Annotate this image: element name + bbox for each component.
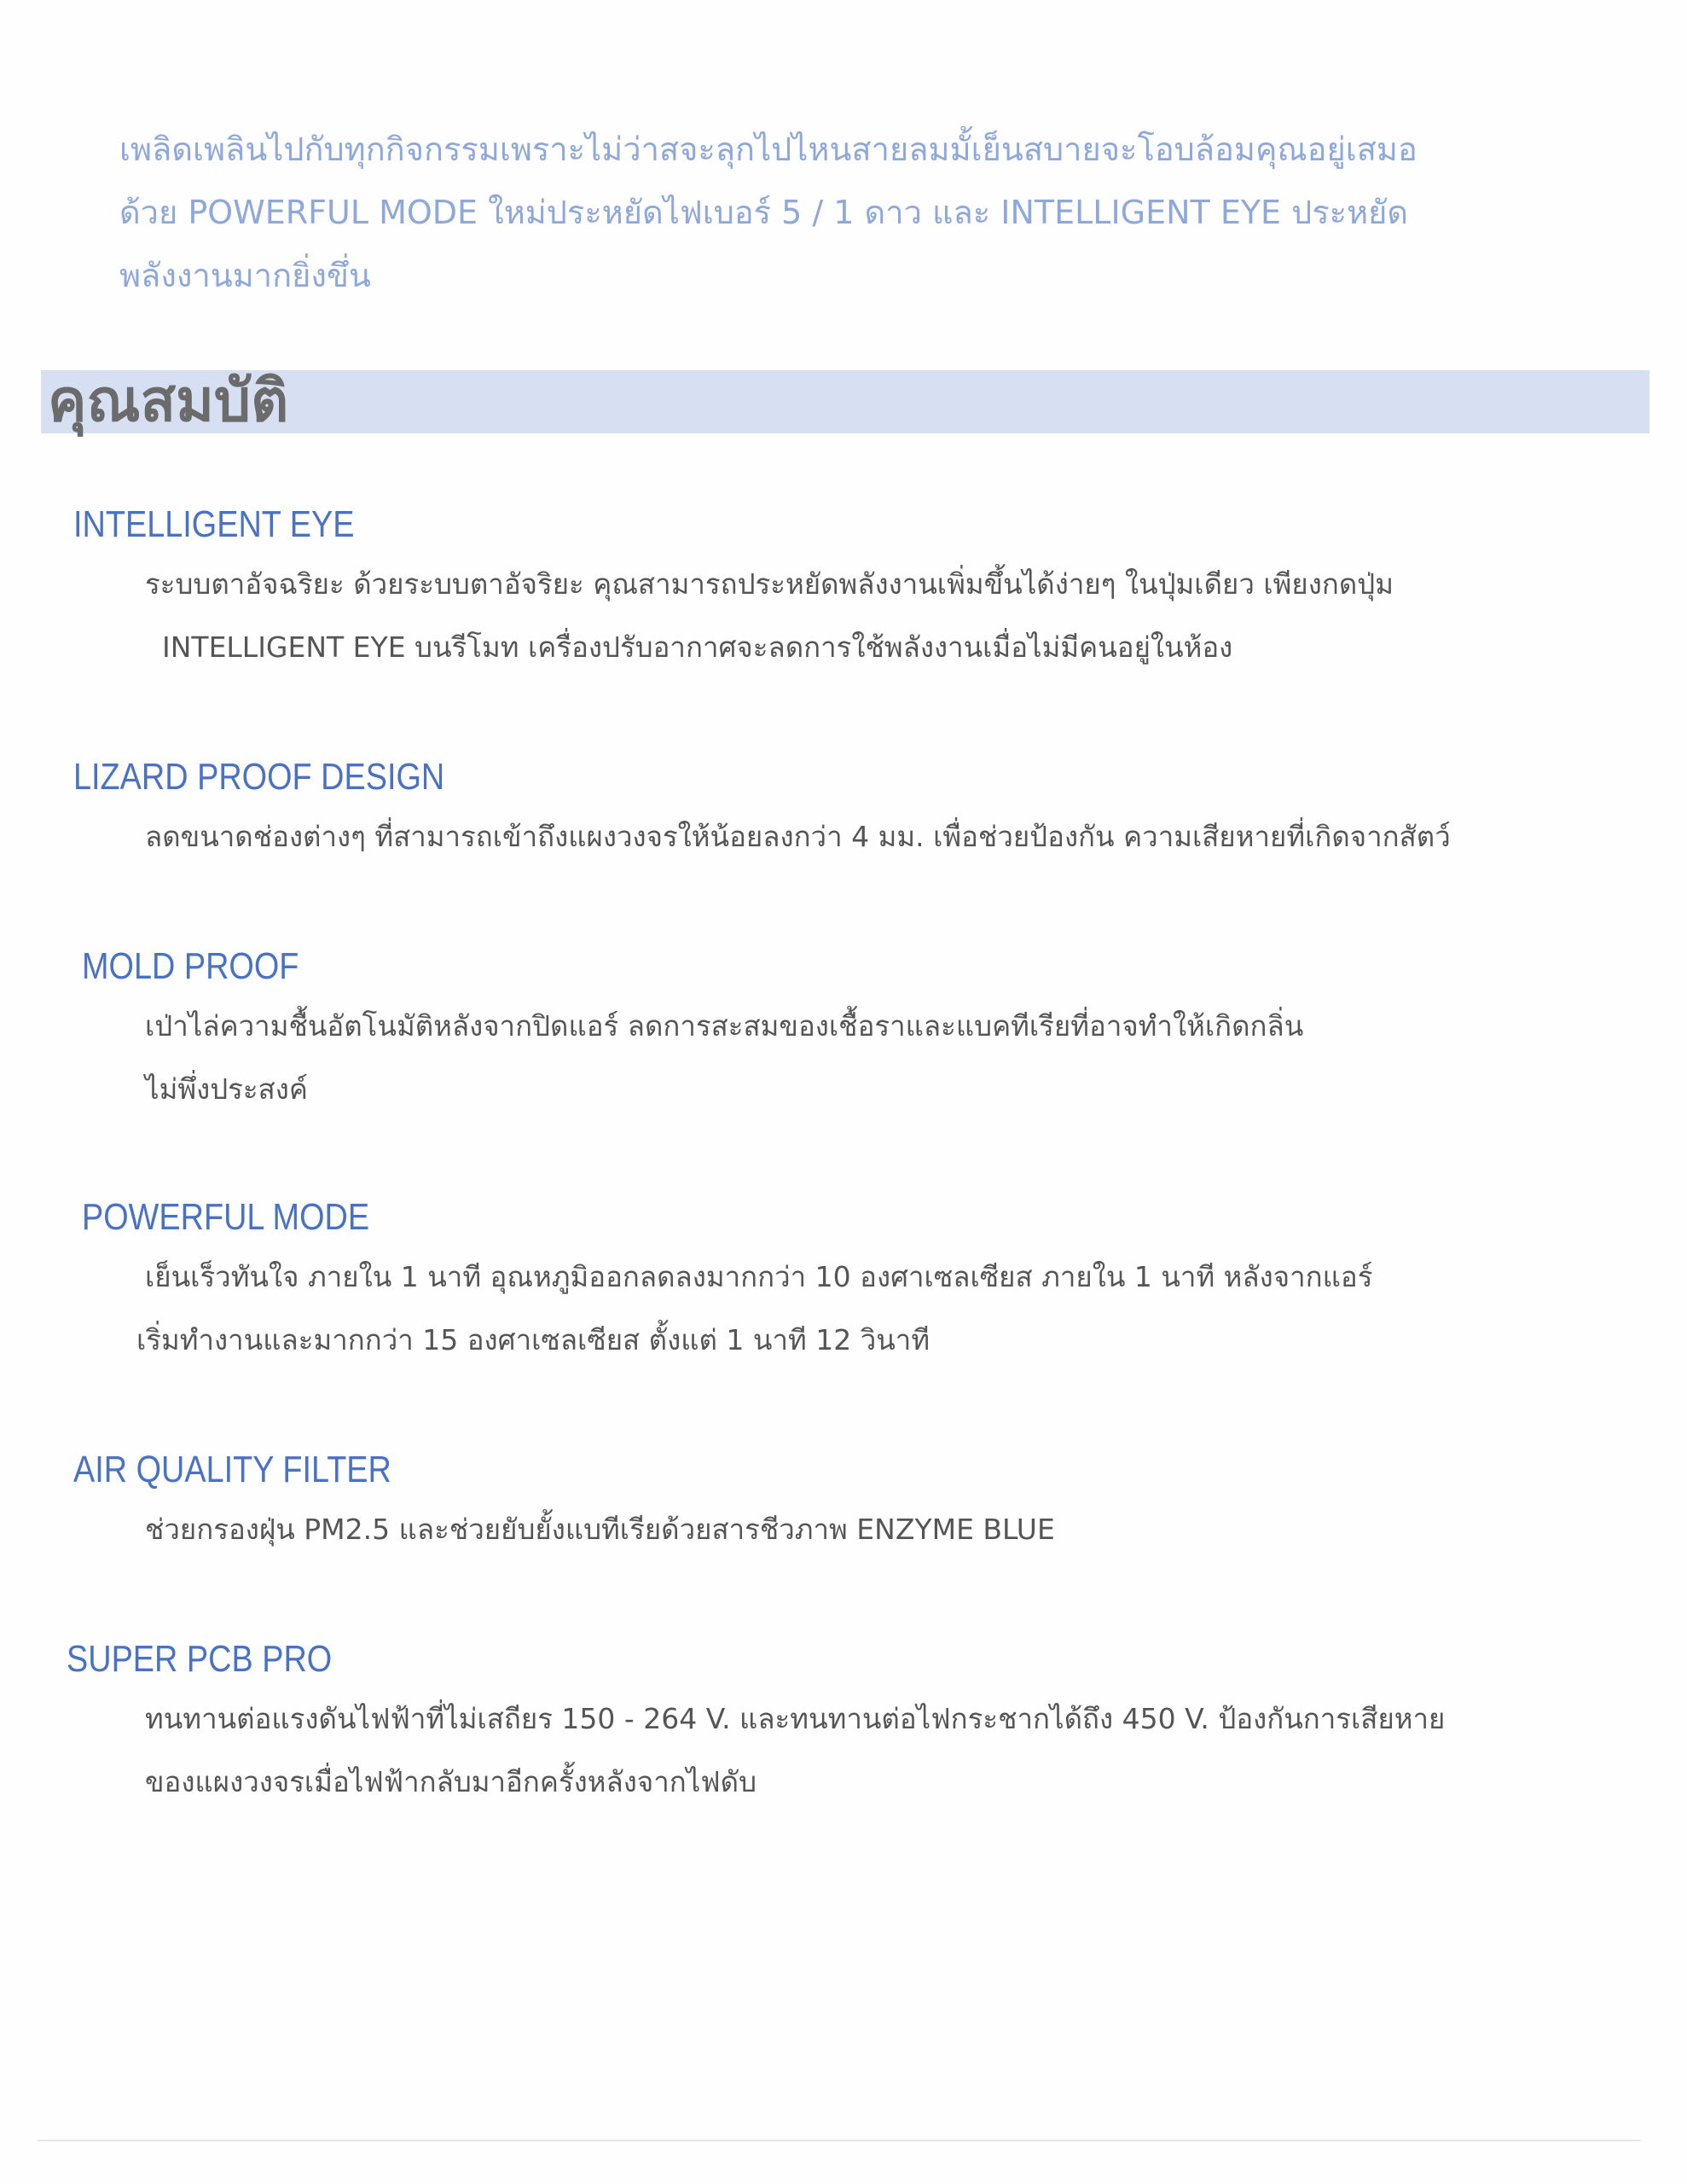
feature-description-line: เริ่มทำงานและมากกว่า 15 องศาเซลเซียส ตั้งแต่ 1 นาที 12 วินาที	[136, 1323, 930, 1356]
feature-description-line: ไม่พึ่งประสงค์	[145, 1072, 308, 1106]
feature-description-line: ลดขนาดช่องต่างๆ ที่สามารถเข้าถึงแผงวงจรให้น้อยลงกว่า 4 มม. เพื่อช่วยป้องกัน ความเสียหายที่เกิดจากสัตว์	[145, 820, 1451, 853]
feature-title: AIR QUALITY FILTER	[73, 1449, 391, 1490]
intro-paragraph	[119, 118, 1569, 307]
feature-description-line: เป่าไล่ความชื้นอัตโนมัติหลังจากปิดแอร์ ลดการสะสมของเชื้อราและแบคทีเรียที่อาจทำให้เกิดกลิ่น	[145, 1009, 1304, 1043]
feature-description-line: INTELLIGENT EYE บนรีโมท เครื่องปรับอากาศจะลดการใช้พลังงานเมื่อไม่มีคนอยู่ในห้อง	[162, 630, 1233, 664]
feature-title: SUPER PCB PRO	[67, 1638, 333, 1680]
feature-description-line: เย็นเร็วทันใจ ภายใน 1 นาที อุณหภูมิออกลดลงมากกว่า 10 องศาเซลเซียส ภายใน 1 นาที หลังจากแอร์	[145, 1260, 1373, 1293]
intro-line: เพลิดเพลินไปกับทุกกิจกรรมเพราะไม่ว่าสจะลุกไปไหนสายลมมั้เย็นสบายจะโอบล้อมคุณอยู่เสมอ	[119, 131, 1417, 168]
page-bottom-divider	[38, 2140, 1641, 2141]
feature-description-line: ระบบตาอัจฉริยะ ด้วยระบบตาอัจริยะ คุณสามารถประหยัดพลังงานเพิ่มขึ้นได้ง่ายๆ ในปุ่มเดียว เพียงกดปุ่ม	[145, 567, 1394, 601]
section-title: คุณสมบัติ	[48, 368, 289, 435]
feature-super-pcb-pro	[67, 1636, 1445, 1814]
intro-line: ด้วย POWERFUL MODE ใหม่ประหยัดไฟเบอร์ 5 / 1 ดาว และ INTELLIGENT EYE ประหยัด	[119, 194, 1409, 231]
feature-title: MOLD PROOF	[82, 945, 299, 987]
feature-description-line: ทนทานต่อแรงดันไฟฟ้าที่ไม่เสถียร 150 - 264 V. และทนทานต่อไฟกระชากได้ถึง 450 V. ป้องกันการเสียหาย	[145, 1702, 1446, 1735]
feature-mold-proof	[82, 944, 1303, 1121]
intro-line: พลังงานมากยิ่งขึ่น	[119, 257, 371, 294]
feature-title: LIZARD PROOF DESIGN	[73, 756, 445, 798]
feature-intelligent-eye	[73, 502, 1394, 679]
feature-air-quality-filter	[73, 1447, 1055, 1561]
feature-title: INTELLIGENT EYE	[73, 503, 355, 545]
feature-description-line: ช่วยกรองฝุ่น PM2.5 และช่วยยับยั้งแบทีเรียด้วยสารชีวภาพ ENZYME BLUE	[145, 1513, 1055, 1546]
feature-lizard-proof-design	[73, 754, 1451, 868]
feature-title: POWERFUL MODE	[82, 1196, 370, 1238]
feature-description-line: ของแผงวงจรเมื่อไฟฟ้ากลับมาอีกครั้งหลังจากไฟดับ	[145, 1765, 757, 1798]
feature-powerful-mode	[82, 1194, 1372, 1372]
